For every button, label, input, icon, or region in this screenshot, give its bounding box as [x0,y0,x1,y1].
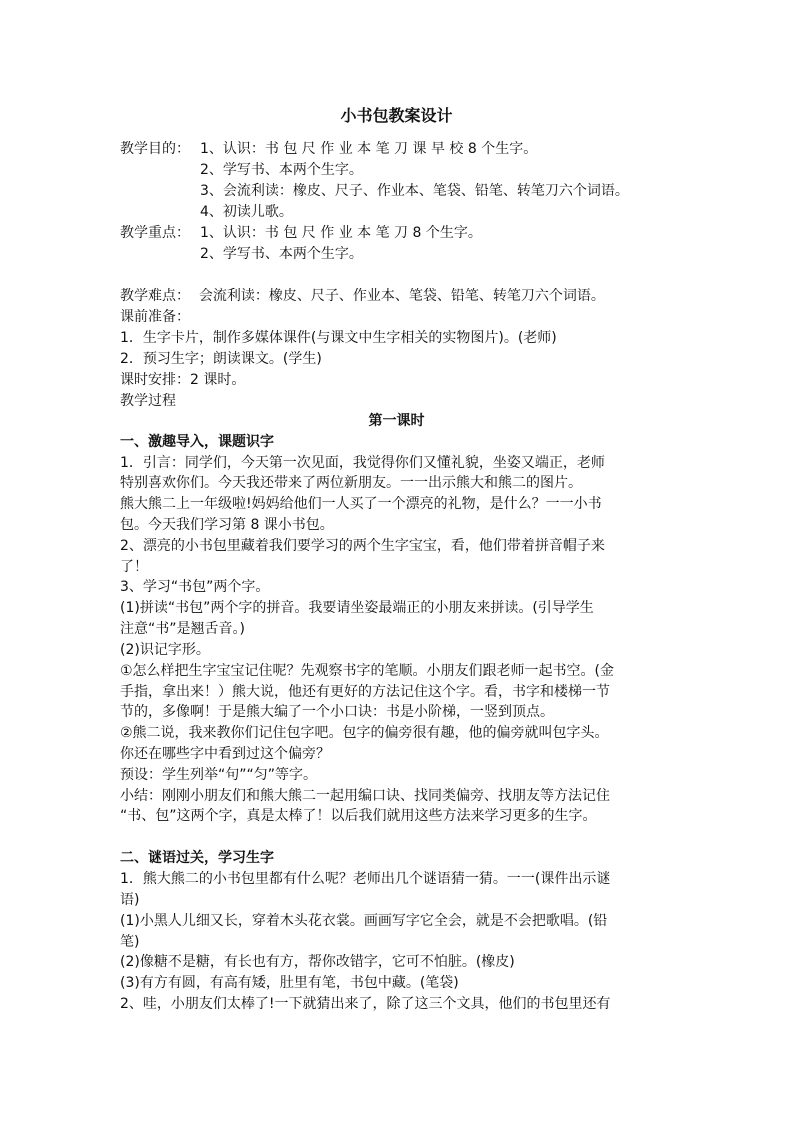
schedule-line: 课时安排：2 课时。 [120,372,246,388]
section1-line: 节的，多像啊！于是熊大编了一个小口诀：书是小阶梯，一竖到顶点。 [120,704,554,720]
section2-line: (3)有方有圆，有高有矮，肚里有笔，书包中藏。(笔袋) [120,975,459,991]
section1-heading: 一、激趣导入，课题识字 [120,434,274,450]
section1-line: 预设：学生列举“句”“匀”等字。 [120,767,318,783]
section1-line: 了！ [120,559,148,575]
section1-line: 包。今天我们学习第 8 课小书包。 [120,517,334,533]
section2-line: (2)像糖不是糖，有长也有方，帮你改错字，它可不怕脏。(橡皮) [120,954,515,970]
prep-item-1: 1．生字卡片，制作多媒体课件(与课文中生字相关的实物图片)。(老师) [120,330,557,346]
section1-line: 3、学习“书包”两个字。 [120,579,270,595]
lesson-title: 第一课时 [368,413,425,429]
aims-item-4: 4、初读儿歌。 [200,204,293,220]
aims-item-2: 2、学写书、本两个生字。 [200,162,363,178]
section1-line: 手指，拿出来！）熊大说，他还有更好的方法记住这个字。看，书字和楼梯一节 [120,684,610,700]
section2-line: 笔) [120,934,140,950]
difficulty-line: 教学难点： 会流利读：橡皮、尺子、作业本、笔袋、铅笔、转笔刀六个词语。 [120,288,605,304]
section1-line: “书、包”这两个字，真是太棒了！以后我们就用这些方法来学习更多的生字。 [120,808,597,824]
focus-item-2: 2、学写书、本两个生字。 [200,246,363,262]
prep-item-2: 2．预习生字；朗读课文。(学生) [120,351,322,367]
section1-line: 1．引言：同学们，今天第一次见面，我觉得你们又懂礼貌，坐姿又端正，老师 [120,455,605,471]
section2-heading: 二、谜语过关，学习生字 [120,850,274,866]
section2-line: 语) [120,892,140,908]
section1-line: 你还在哪些字中看到过这个偏旁？ [120,746,330,762]
section1-line: (1)拼读“书包”两个字的拼音。我要请坐姿最端正的小朋友来拼读。(引导学生 [120,600,594,616]
aims-item-3: 3、会流利读：橡皮、尺子、作业本、笔袋、铅笔、转笔刀六个词语。 [200,183,629,199]
section1-line: 小结：刚刚小朋友们和熊大熊二一起用编口诀、找同类偏旁、找朋友等方法记住 [120,788,610,804]
section1-line: ①怎么样把生字宝宝记住呢？先观察书字的笔顺。小朋友们跟老师一起书空。(金 [120,663,615,679]
section2-line: (1)小黑人儿细又长，穿着木头花衣裳。画画写字它全会，就是不会把歌唱。(铅 [120,913,608,929]
section1-line: 特别喜欢你们。今天我还带来了两位新朋友。一一出示熊大和熊二的图片。 [120,475,582,491]
process-heading: 教学过程 [120,393,176,409]
prep-heading: 课前准备： [120,309,190,325]
section2-line: 1．熊大熊二的小书包里都有什么呢？老师出几个谜语猜一猜。一一(课件出示谜 [120,871,611,887]
focus-item-1: 1、认识：书 包 尺 作 业 本 笔 刀 8 个生字。 [200,225,482,241]
section1-line: 熊大熊二上一年级啦!妈妈给他们一人买了一个漂亮的礼物，是什么？一一小书 [120,496,602,512]
aims-item-1: 1、认识：书 包 尺 作 业 本 笔 刀 课 早 校 8 个生字。 [200,141,538,157]
section2-line: 2、哇，小朋友们太棒了!一下就猜出来了，除了这三个文具，他们的书包里还有 [120,996,611,1012]
section1-line: 2、漂亮的小书包里藏着我们要学习的两个生字宝宝，看，他们带着拼音帽子来 [120,538,605,554]
document-title: 小书包教案设计 [340,106,453,125]
section1-line: 注意“书”是翘舌音。) [120,621,245,637]
focus-label: 教学重点： [120,225,190,241]
section1-line: ②熊二说，我来教你们记住包字吧。包字的偏旁很有趣，他的偏旁就叫包字头。 [120,725,609,741]
section1-line: (2)识记字形。 [120,642,210,658]
aims-label: 教学目的： [120,141,190,157]
